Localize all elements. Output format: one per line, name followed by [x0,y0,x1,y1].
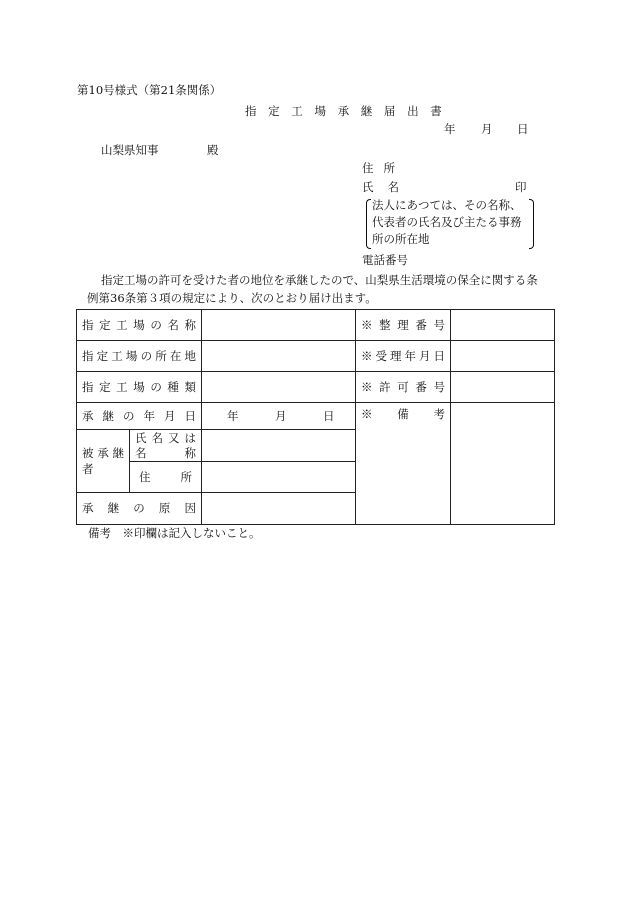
corporation-note-line: 代表者の氏名及び主たる事務 [372,215,522,229]
reason-label: 承継の原因 [82,501,196,516]
predecessor-address-label: 住所 [139,469,192,484]
notes-label-cell [356,403,451,525]
body-text-line: 例第36条第３項の規定により、次のとおり届け出ます。 [87,291,377,305]
factory-location-field[interactable] [202,341,356,372]
ref-number-label-cell [356,310,451,341]
notification-table [76,309,555,525]
form-number: 第10号様式（第21条関係） [77,83,222,97]
date-day-label: 日 [517,122,529,136]
factory-name-label-cell [77,310,202,341]
received-date-field[interactable] [451,341,555,372]
predecessor-name-field[interactable] [202,430,356,462]
predecessor-label-cell [77,430,130,493]
factory-type-field[interactable] [202,372,356,403]
document-title: 指 定 工 場 承 継 届 出 書 [245,104,446,118]
predecessor-name-label: 名称 [135,445,196,460]
factory-location-label-cell [77,341,202,372]
seal-mark: 印 [515,180,527,194]
left-bracket [366,199,371,249]
corporation-note-line: 所の所在地 [372,232,430,246]
remarks-note: 備考 ※印欄は記入しないこと。 [88,526,261,540]
permit-number-label: ※許可番号 [361,379,445,394]
date-year-label: 年 [444,122,456,136]
notes-field[interactable] [451,403,555,525]
permit-number-label-cell [356,372,451,403]
applicant-name-label: 氏名 [362,180,413,194]
corporation-note-line: 法人にあつては、その名称、 [372,198,522,212]
reason-field[interactable] [202,493,356,525]
factory-type-label: 指定工場の種類 [82,379,196,394]
predecessor-label: 被承継者 [82,445,124,476]
notes-label: ※備考 [361,407,445,421]
succession-month-label: 月 [275,409,287,423]
succession-year-label: 年 [227,409,239,423]
factory-name-field[interactable] [202,310,356,341]
received-date-label: ※受理年月日 [361,348,445,363]
succession-date-field[interactable] [202,403,356,430]
body-text-line: 指定工場の許可を受けた者の地位を承継したので、山梨県生活環境の保全に関する条 [101,273,538,287]
succession-date-label: 承継の年月日 [82,408,196,423]
ref-number-label: ※整理番号 [361,317,445,332]
honorific: 殿 [207,143,219,157]
factory-type-label-cell [77,372,202,403]
factory-location-label: 指定工場の所在地 [82,348,196,363]
reason-label-cell [77,493,202,525]
phone-label: 電話番号 [362,253,408,267]
ref-number-field[interactable] [451,310,555,341]
predecessor-name-label-cell [130,430,202,462]
succession-day-label: 日 [323,409,335,423]
predecessor-address-label-cell [130,462,202,493]
succession-date-label-cell [77,403,202,430]
predecessor-name-label: 氏名又は [135,430,196,445]
corporation-note [366,197,534,249]
factory-name-label: 指定工場の名称 [82,317,196,332]
received-date-label-cell [356,341,451,372]
date-month-label: 月 [481,122,493,136]
addressee: 山梨県知事 [101,143,159,157]
right-bracket [529,199,534,249]
permit-number-field[interactable] [451,372,555,403]
applicant-address-label: 住所 [362,161,405,175]
predecessor-address-field[interactable] [202,462,356,493]
